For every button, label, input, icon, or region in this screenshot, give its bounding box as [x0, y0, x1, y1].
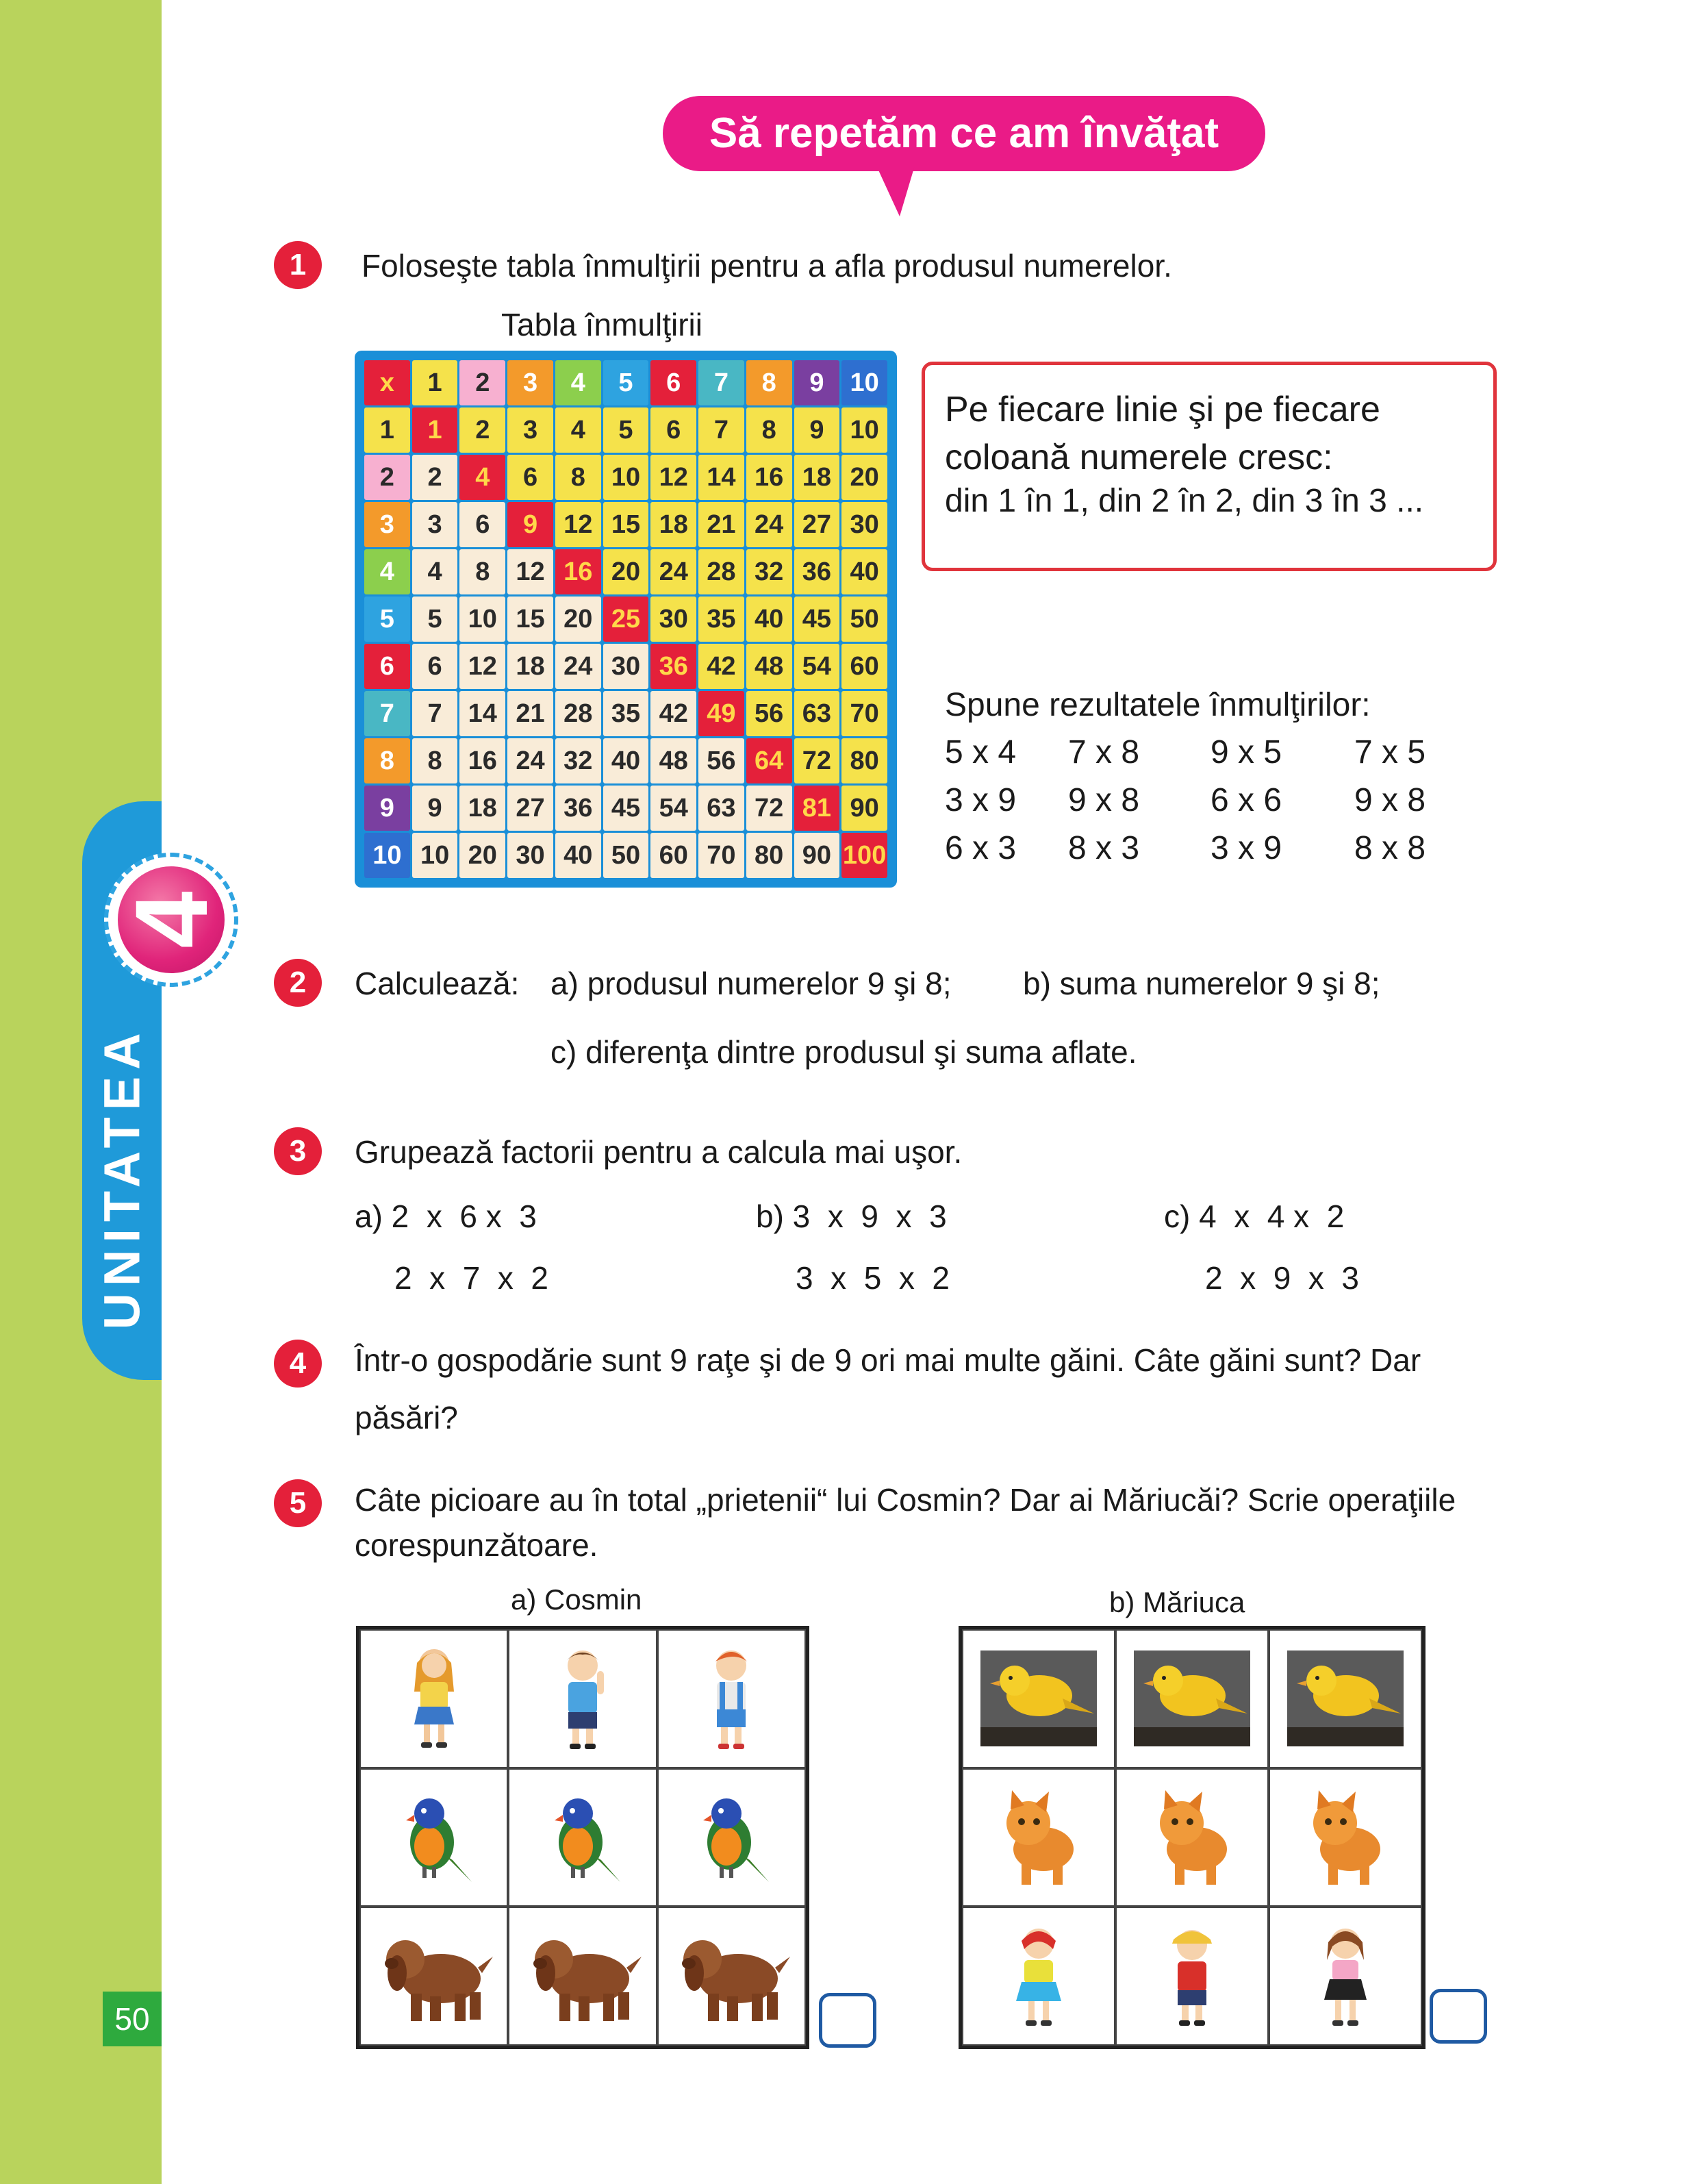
- exercise-2-c: c) diferenţa dintre produsul şi suma aflate.: [550, 1034, 1137, 1070]
- mult-table-cell: 80: [746, 833, 792, 878]
- mult-table-cell: 54: [650, 786, 696, 831]
- mult-table-cell: 63: [698, 786, 744, 831]
- mult-table-cell: 50: [841, 597, 887, 642]
- multiplication-grid: [364, 360, 887, 878]
- mult-table-cell: 4: [412, 549, 458, 594]
- canary-picture: [1115, 1629, 1269, 1768]
- canary-picture: [962, 1629, 1115, 1768]
- mult-table-cell: 72: [794, 738, 840, 783]
- rule-line-3: din 1 în 1, din 2 în 2, din 3 în 3 ...: [945, 483, 1424, 519]
- mult-table-cell: 27: [794, 502, 840, 547]
- mult-table-cell: 24: [555, 644, 601, 689]
- mult-table-cell: 30: [841, 502, 887, 547]
- girl-picture: [962, 1907, 1115, 2046]
- mult-table-cell: 12: [507, 549, 553, 594]
- ex1-item: 6 x 3: [945, 830, 1017, 866]
- mult-table-cell: 6: [650, 407, 696, 453]
- mult-table-cell: 8: [555, 455, 601, 500]
- mult-table-cell: 81: [794, 786, 840, 831]
- multiplication-table: [355, 351, 897, 888]
- mult-table-cell: 20: [603, 549, 649, 594]
- exercise-1-number: 1: [274, 241, 322, 289]
- exercise-2-number: 2: [274, 959, 322, 1007]
- parrot-picture: [657, 1768, 806, 1907]
- mult-table-cell: 18: [507, 644, 553, 689]
- mult-table-cell: 10: [603, 455, 649, 500]
- mult-table-cell: 5: [412, 597, 458, 642]
- mult-table-cell: 42: [650, 691, 696, 736]
- girl-picture: [1269, 1907, 1422, 2046]
- mult-table-cell: 4: [459, 455, 505, 500]
- mult-table-header: 7: [364, 691, 410, 736]
- exercise-4-number: 4: [274, 1340, 322, 1388]
- mult-table-header: 2: [459, 360, 505, 405]
- girl-picture: [359, 1629, 508, 1768]
- mult-table-cell: 10: [412, 833, 458, 878]
- mult-table-cell: 30: [507, 833, 553, 878]
- mariuca-label: b) Măriuca: [1109, 1586, 1245, 1618]
- mult-table-cell: 20: [459, 833, 505, 878]
- mult-table-cell: 48: [746, 644, 792, 689]
- mult-table-cell: 15: [507, 597, 553, 642]
- parrot-picture: [359, 1768, 508, 1907]
- mult-table-cell: 2: [459, 407, 505, 453]
- mult-table-cell: 8: [746, 407, 792, 453]
- ex1-item: 9 x 8: [1354, 782, 1426, 818]
- mult-table-cell: 21: [698, 502, 744, 547]
- mult-table-cell: 14: [459, 691, 505, 736]
- exercise-2-label: Calculează:: [355, 966, 520, 1001]
- mult-table-corner: x: [364, 360, 410, 405]
- mult-table-header: 6: [650, 360, 696, 405]
- mult-table-cell: 20: [841, 455, 887, 500]
- girl-picture: [1115, 1907, 1269, 2046]
- mult-table-cell: 5: [603, 407, 649, 453]
- mult-table-cell: 70: [698, 833, 744, 878]
- mult-table-header: 5: [364, 597, 410, 642]
- mult-table-header: 9: [364, 786, 410, 831]
- mult-table-cell: 40: [746, 597, 792, 642]
- parrot-picture: [508, 1768, 657, 1907]
- ex1-item: 3 x 9: [1211, 830, 1282, 866]
- mult-table-cell: 9: [507, 502, 553, 547]
- ex1-item: 7 x 8: [1068, 734, 1140, 770]
- canary-picture: [1269, 1629, 1422, 1768]
- exercise-3-b1: b) 3 x 9 x 3: [756, 1198, 947, 1234]
- page-title: Să repetăm ce am învăţat: [663, 96, 1265, 171]
- boy-picture: [657, 1629, 806, 1768]
- mult-table-cell: 49: [698, 691, 744, 736]
- exercise-3-b2: 3 x 5 x 2: [796, 1260, 950, 1296]
- mult-table-cell: 35: [698, 597, 744, 642]
- mult-table-header: 5: [603, 360, 649, 405]
- mult-table-cell: 72: [746, 786, 792, 831]
- mult-table-cell: 100: [841, 833, 887, 878]
- mult-table-cell: 18: [794, 455, 840, 500]
- ex1-item: 8 x 8: [1354, 830, 1426, 866]
- mult-table-cell: 70: [841, 691, 887, 736]
- mult-table-cell: 16: [746, 455, 792, 500]
- mult-table-cell: 12: [650, 455, 696, 500]
- kitten-picture: [1115, 1768, 1269, 1907]
- mult-table-header: 7: [698, 360, 744, 405]
- mult-table-cell: 90: [794, 833, 840, 878]
- kitten-picture: [1269, 1768, 1422, 1907]
- mult-table-cell: 2: [412, 455, 458, 500]
- speech-bubble-tail: [876, 166, 915, 216]
- ex1-item: 3 x 9: [945, 782, 1017, 818]
- mult-table-cell: 16: [555, 549, 601, 594]
- mult-table-cell: 28: [555, 691, 601, 736]
- mult-table-cell: 40: [555, 833, 601, 878]
- mult-table-cell: 3: [412, 502, 458, 547]
- mult-table-cell: 24: [507, 738, 553, 783]
- mult-table-header: 3: [507, 360, 553, 405]
- unit-number: 4: [114, 891, 229, 949]
- mult-table-header: 1: [364, 407, 410, 453]
- dog-picture: [508, 1907, 657, 2046]
- kitten-picture: [962, 1768, 1115, 1907]
- mult-table-header: 3: [364, 502, 410, 547]
- mult-table-cell: 18: [459, 786, 505, 831]
- mult-table-cell: 63: [794, 691, 840, 736]
- mult-table-cell: 24: [650, 549, 696, 594]
- mult-table-cell: 12: [459, 644, 505, 689]
- mult-table-cell: 60: [841, 644, 887, 689]
- mult-table-cell: 8: [459, 549, 505, 594]
- mult-table-header: 1: [412, 360, 458, 405]
- exercise-3-a2: 2 x 7 x 2: [394, 1260, 548, 1296]
- mult-table-header: 6: [364, 644, 410, 689]
- mult-table-caption: Tabla înmulţirii: [501, 307, 702, 342]
- mult-table-cell: 42: [698, 644, 744, 689]
- mult-table-cell: 40: [841, 549, 887, 594]
- mult-table-cell: 45: [603, 786, 649, 831]
- mult-table-cell: 50: [603, 833, 649, 878]
- mult-table-header: 2: [364, 455, 410, 500]
- exercise-3-a1: a) 2 x 6 x 3: [355, 1198, 537, 1234]
- mult-table-cell: 80: [841, 738, 887, 783]
- mult-table-cell: 90: [841, 786, 887, 831]
- mult-table-cell: 9: [412, 786, 458, 831]
- mult-table-cell: 20: [555, 597, 601, 642]
- mult-table-cell: 27: [507, 786, 553, 831]
- unit-label: UNITATEA: [93, 1026, 151, 1330]
- mult-table-cell: 18: [650, 502, 696, 547]
- mult-table-header: 8: [746, 360, 792, 405]
- mult-table-cell: 45: [794, 597, 840, 642]
- rule-line-1: Pe fiecare linie şi pe fiecare: [945, 390, 1380, 429]
- mariuca-answer-box[interactable]: [1430, 1989, 1487, 2044]
- mult-table-header: 10: [364, 833, 410, 878]
- mult-table-cell: 10: [459, 597, 505, 642]
- mult-table-cell: 4: [555, 407, 601, 453]
- mult-table-cell: 64: [746, 738, 792, 783]
- mult-table-cell: 35: [603, 691, 649, 736]
- cosmin-answer-box[interactable]: [819, 1993, 876, 2048]
- exercise-1-instruction: Foloseşte tabla înmulţirii pentru a afla produsul numerelor.: [362, 248, 1172, 284]
- mult-table-cell: 24: [746, 502, 792, 547]
- dog-picture: [657, 1907, 806, 2046]
- exercise-3-instruction: Grupează factorii pentru a calcula mai uşor.: [355, 1134, 963, 1170]
- mult-table-header: 4: [364, 549, 410, 594]
- mult-table-cell: 6: [507, 455, 553, 500]
- mult-table-cell: 1: [412, 407, 458, 453]
- ex1-item: 9 x 5: [1211, 734, 1282, 770]
- mult-table-cell: 21: [507, 691, 553, 736]
- mult-table-cell: 48: [650, 738, 696, 783]
- mult-table-cell: 14: [698, 455, 744, 500]
- dog-picture: [359, 1907, 508, 2046]
- exercise-5-line-1: Câte picioare au în total „prietenii“ lui Cosmin? Dar ai Măriucăi? Scrie operaţiile: [355, 1482, 1456, 1518]
- page-number: 50: [103, 1992, 162, 2046]
- ex1-item: 9 x 8: [1068, 782, 1140, 818]
- mult-table-cell: 30: [603, 644, 649, 689]
- mult-table-cell: 32: [746, 549, 792, 594]
- mariuca-friends-grid: [959, 1626, 1425, 2049]
- exercise-5-number: 5: [274, 1479, 322, 1527]
- exercise-2-a: a) produsul numerelor 9 şi 8;: [550, 966, 952, 1001]
- mult-table-cell: 56: [698, 738, 744, 783]
- exercise-4-line-1: Într-o gospodărie sunt 9 raţe şi de 9 ori mai multe găini. Câte găini sunt? Dar: [355, 1342, 1421, 1378]
- mult-table-cell: 54: [794, 644, 840, 689]
- ex1-item: 5 x 4: [945, 734, 1017, 770]
- exercise-1-prompt: Spune rezultatele înmulţirilor:: [945, 687, 1371, 723]
- boy-picture: [508, 1629, 657, 1768]
- mult-table-cell: 7: [412, 691, 458, 736]
- mult-table-header: 8: [364, 738, 410, 783]
- mult-table-cell: 8: [412, 738, 458, 783]
- mult-table-cell: 3: [507, 407, 553, 453]
- exercise-3-c2: 2 x 9 x 3: [1205, 1260, 1359, 1296]
- mult-table-header: 4: [555, 360, 601, 405]
- exercise-4-line-2: păsări?: [355, 1400, 458, 1435]
- mult-table-cell: 32: [555, 738, 601, 783]
- mult-table-cell: 16: [459, 738, 505, 783]
- mult-table-cell: 9: [794, 407, 840, 453]
- mult-table-cell: 36: [555, 786, 601, 831]
- mult-table-cell: 36: [650, 644, 696, 689]
- mult-table-cell: 60: [650, 833, 696, 878]
- mult-table-cell: 25: [603, 597, 649, 642]
- mult-table-cell: 40: [603, 738, 649, 783]
- mult-table-header: 10: [841, 360, 887, 405]
- mult-table-cell: 6: [412, 644, 458, 689]
- ex1-item: 6 x 6: [1211, 782, 1282, 818]
- mult-table-cell: 15: [603, 502, 649, 547]
- mult-table-header: 9: [794, 360, 840, 405]
- mult-table-cell: 28: [698, 549, 744, 594]
- cosmin-label: a) Cosmin: [511, 1583, 642, 1616]
- cosmin-friends-grid: [356, 1626, 809, 2049]
- ex1-item: 8 x 3: [1068, 830, 1140, 866]
- exercise-3-number: 3: [274, 1127, 322, 1175]
- mult-table-cell: 10: [841, 407, 887, 453]
- mult-table-cell: 7: [698, 407, 744, 453]
- mult-table-cell: 56: [746, 691, 792, 736]
- mult-table-cell: 6: [459, 502, 505, 547]
- ex1-item: 7 x 5: [1354, 734, 1426, 770]
- exercise-3-c1: c) 4 x 4 x 2: [1164, 1198, 1345, 1234]
- exercise-2-b: b) suma numerelor 9 şi 8;: [1023, 966, 1380, 1001]
- mult-table-cell: 36: [794, 549, 840, 594]
- mult-table-cell: 12: [555, 502, 601, 547]
- exercise-5-line-2: corespunzătoare.: [355, 1527, 598, 1563]
- rule-line-2: coloană numerele cresc:: [945, 438, 1333, 477]
- mult-table-cell: 30: [650, 597, 696, 642]
